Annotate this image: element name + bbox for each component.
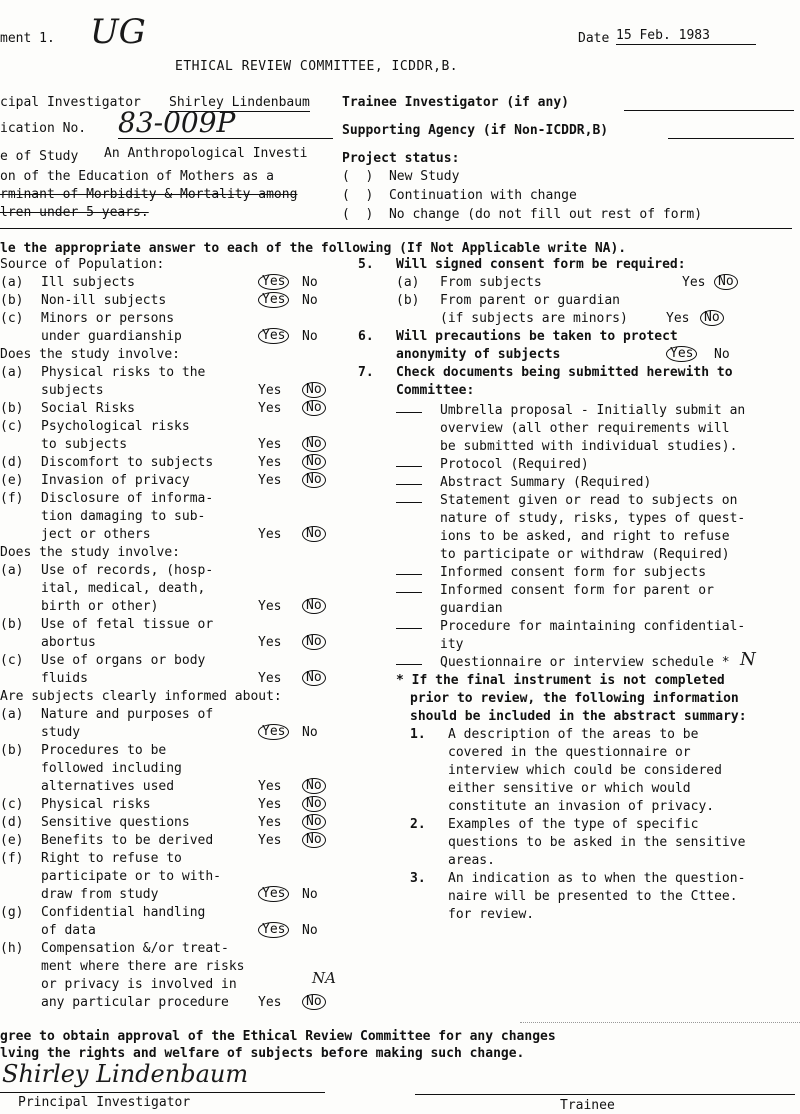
agreement-line-2: lving the rights and welfare of subjects before making such change. [0, 1046, 525, 1061]
document-line: ity [440, 637, 464, 652]
no-option[interactable]: No [302, 994, 326, 1010]
item-letter: (d) [0, 815, 24, 830]
attachment-label: ment 1. [0, 31, 55, 46]
no-option[interactable]: No [302, 887, 318, 902]
item-text: fluids [41, 671, 88, 686]
no-option[interactable]: No [302, 796, 326, 812]
item-text: Use of organs or body [41, 653, 206, 668]
status-no-change[interactable]: ( ) No change (do not fill out rest of form) [342, 207, 703, 222]
no-option[interactable]: No [302, 725, 318, 740]
yes-option[interactable]: Yes [258, 995, 282, 1010]
yes-option[interactable]: Yes [258, 527, 282, 542]
yes-option[interactable]: Yes [258, 599, 282, 614]
yes-option[interactable]: Yes [682, 275, 706, 290]
no-option[interactable]: No [302, 778, 326, 794]
document-checkbox[interactable] [396, 582, 422, 593]
yes-option[interactable]: Yes [258, 724, 289, 740]
yes-option[interactable]: Yes [258, 455, 282, 470]
item-letter: (c) [0, 419, 24, 434]
instruction-text: le the appropriate answer to each of the following (If Not Applicable write NA). [0, 241, 627, 256]
yes-option[interactable]: Yes [258, 671, 282, 686]
question-title: Does the study involve: [0, 347, 181, 362]
item-text: any particular procedure [41, 995, 229, 1010]
yes-option[interactable]: Yes [258, 779, 282, 794]
item-letter: (f) [0, 491, 24, 506]
footnote-item-line: covered in the questionnaire or [448, 745, 691, 760]
item-text: Procedures to be [41, 743, 167, 758]
document-checkbox[interactable] [396, 474, 422, 485]
item-text: alternatives used [41, 779, 175, 794]
footnote-item-line: A description of the areas to be [448, 727, 699, 742]
item-letter: (a) [0, 275, 24, 290]
document-line: to participate or withdraw (Required) [440, 547, 730, 562]
item-letter: (h) [0, 941, 24, 956]
footnote-item-line: naire will be presented to the Cttee. [448, 889, 738, 904]
item-text: abortus [41, 635, 96, 650]
yes-option[interactable]: Yes [258, 473, 282, 488]
item-text: of data [41, 923, 96, 938]
item-letter: (a) [0, 365, 24, 380]
footnote-item-line: for review. [448, 907, 535, 922]
item-letter: (c) [0, 311, 24, 326]
document-line: Abstract Summary (Required) [440, 475, 652, 490]
item-text: subjects [41, 383, 104, 398]
na-note: NA [312, 969, 336, 987]
project-status-label: Project status: [342, 151, 460, 166]
item-letter: (b) [0, 401, 24, 416]
item-text: Social Risks [41, 401, 135, 416]
document-line: nature of study, risks, types of quest- [440, 511, 746, 526]
no-option[interactable]: No [700, 310, 724, 326]
no-option[interactable]: No [714, 274, 738, 290]
footnote-item-line: constitute an invasion of privacy. [448, 799, 715, 814]
document-mark: N [740, 649, 756, 670]
no-option[interactable]: No [302, 436, 326, 452]
yes-option[interactable]: Yes [258, 437, 282, 452]
item-text: participate or to with- [41, 869, 222, 884]
item-text: Sensitive questions [41, 815, 190, 830]
pi-signature: Shirley Lindenbaum [2, 1060, 249, 1088]
document-line: guardian [440, 601, 503, 616]
item-letter: (g) [0, 905, 24, 920]
item-text: Physical risks to the [41, 365, 206, 380]
item-letter: (c) [0, 653, 24, 668]
document-line: overview (all other requirements will [440, 421, 730, 436]
pi-value: Shirley Lindenbaum [169, 95, 310, 110]
study-title-line-4: lren under 5 years. [0, 205, 149, 220]
item-text: to subjects [41, 437, 128, 452]
yes-option[interactable]: Yes [258, 274, 289, 290]
footnote-line: should be included in the abstract summary: [410, 709, 747, 724]
no-option[interactable]: No [302, 598, 326, 614]
item-text: Minors or persons [41, 311, 175, 326]
status-option-label: No change (do not fill out rest of form) [388, 207, 703, 222]
footnote-item-line: questions to be asked in the sensitive [448, 835, 746, 850]
footnote-item-number: 1. [410, 727, 426, 742]
item-text: Benefits to be derived [41, 833, 214, 848]
no-option[interactable]: No [302, 670, 326, 686]
no-option[interactable]: No [302, 814, 326, 830]
item-text: tion damaging to sub- [41, 509, 206, 524]
q7-number: 7. [358, 365, 374, 380]
footnote-item-line: An indication as to when the question- [448, 871, 746, 886]
no-option[interactable]: No [302, 382, 326, 398]
question-title: Does the study involve: [0, 545, 181, 560]
no-option[interactable]: No [302, 275, 318, 290]
committee-title: ETHICAL REVIEW COMMITTEE, ICDDR,B. [175, 59, 459, 74]
footnote-item-line: Examples of the type of specific [448, 817, 699, 832]
study-title-line-2: on of the Education of Mothers as a [0, 169, 274, 184]
no-option[interactable]: No [302, 526, 326, 542]
footnote-line: prior to review, the following information [410, 691, 739, 706]
study-title-label: e of Study [0, 149, 79, 164]
item-letter: (d) [0, 455, 24, 470]
item-text: ject or others [41, 527, 151, 542]
agreement-line-1: gree to obtain approval of the Ethical Review Committee for any changes [0, 1029, 556, 1044]
item-text: Confidential handling [41, 905, 206, 920]
yes-option[interactable]: Yes [258, 815, 282, 830]
footnote-item-line: areas. [448, 853, 495, 868]
pi-label: cipal Investigator [0, 95, 141, 110]
item-text: Right to refuse to [41, 851, 182, 866]
document-line: Informed consent form for parent or [440, 583, 714, 598]
yes-option[interactable]: Yes [258, 922, 289, 938]
yes-option[interactable]: Yes [666, 311, 690, 326]
item-text: From subjects [440, 275, 542, 290]
trainee-label: Trainee Investigator (if any) [342, 95, 569, 110]
yes-option[interactable]: Yes [258, 635, 282, 650]
item-text: Disclosure of informa- [41, 491, 214, 506]
status-option-label: New Study [388, 169, 460, 184]
item-letter: (b) [0, 743, 24, 758]
trainee-signature-caption: Trainee [560, 1098, 615, 1113]
item-text: Non-ill subjects [41, 293, 167, 308]
document-checkbox[interactable] [396, 456, 422, 467]
item-letter: (e) [0, 473, 24, 488]
application-label: ication No. [0, 121, 87, 136]
no-option[interactable]: No [302, 293, 318, 308]
status-continuation[interactable]: ( ) Continuation with change [342, 188, 577, 203]
item-letter: (e) [0, 833, 24, 848]
item-text: Psychological risks [41, 419, 190, 434]
item-text: anonymity of subjects [396, 347, 561, 362]
study-title-line-3: rminant of Morbidity & Mortality among [0, 187, 298, 202]
yes-option[interactable]: Yes [258, 328, 289, 344]
item-text: Use of records, (hosp- [41, 563, 214, 578]
no-option[interactable]: No [302, 832, 326, 848]
q5-number: 5. [358, 257, 374, 272]
item-letter: (c) [0, 797, 24, 812]
no-option[interactable]: No [302, 329, 318, 344]
attachment-number: UG [90, 12, 146, 52]
question-title: Are subjects clearly informed about: [0, 689, 282, 704]
item-text: (if subjects are minors) [440, 311, 628, 326]
item-letter: (a) [396, 275, 420, 290]
item-text: Ill subjects [41, 275, 135, 290]
footnote-line: * If the final instrument is not completed [396, 673, 725, 688]
document-checkbox[interactable] [396, 564, 422, 575]
footnote-item-line: either sensitive or which would [448, 781, 691, 796]
agency-label: Supporting Agency (if Non-ICDDR,B) [342, 123, 609, 138]
footnote-item-number: 2. [410, 817, 426, 832]
application-number: 83-009P [118, 108, 333, 139]
left-column [0, 256, 345, 1016]
right-column [358, 256, 800, 956]
document-checkbox[interactable] [396, 492, 422, 503]
item-letter: (b) [0, 617, 24, 632]
item-letter: (b) [0, 293, 24, 308]
q6-number: 6. [358, 329, 374, 344]
yes-option[interactable]: Yes [258, 401, 282, 416]
document-line: Informed consent form for subjects [440, 565, 707, 580]
no-option[interactable]: No [302, 923, 318, 938]
document-line: Statement given or read to subjects on [440, 493, 738, 508]
item-text: ital, medical, death, [41, 581, 206, 596]
item-letter: (a) [0, 707, 24, 722]
item-text: Invasion of privacy [41, 473, 190, 488]
footnote-item-number: 3. [410, 871, 426, 886]
q7-line-1: Check documents being submitted herewith to [396, 365, 733, 380]
item-text: birth or other) [41, 599, 159, 614]
item-text: under guardianship [41, 329, 182, 344]
no-option[interactable]: No [302, 634, 326, 650]
yes-option[interactable]: Yes [258, 292, 289, 308]
item-text: Nature and purposes of [41, 707, 214, 722]
document-checkbox[interactable] [396, 618, 422, 629]
item-text: From parent or guardian [440, 293, 621, 308]
item-text: Discomfort to subjects [41, 455, 214, 470]
item-text: Compensation &/or treat- [41, 941, 229, 956]
status-new-study[interactable]: ( ) New Study [342, 169, 460, 184]
document-line: Protocol (Required) [440, 457, 589, 472]
item-text: ment where there are risks [41, 959, 245, 974]
item-text: study [41, 725, 81, 740]
no-option[interactable]: No [714, 347, 730, 362]
q5-title: Will signed consent form be required: [396, 257, 686, 272]
document-line: Umbrella proposal - Initially submit an [440, 403, 746, 418]
yes-option[interactable]: Yes [258, 383, 282, 398]
pi-signature-caption: Principal Investigator [18, 1095, 191, 1110]
document-checkbox[interactable] [396, 402, 422, 413]
item-text: or privacy is involved in [41, 977, 237, 992]
footnote-item-line: interview which could be considered [448, 763, 722, 778]
item-letter: (a) [0, 563, 24, 578]
yes-option[interactable]: Yes [666, 346, 697, 362]
divider [520, 1022, 800, 1023]
yes-option[interactable]: Yes [258, 833, 282, 848]
document-line: ions to be asked, and right to refuse [440, 529, 730, 544]
item-letter: (b) [396, 293, 420, 308]
no-option[interactable]: No [302, 454, 326, 470]
yes-option[interactable]: Yes [258, 797, 282, 812]
item-text: followed including [41, 761, 182, 776]
q6-line-1: Will precautions be taken to protect [396, 329, 678, 344]
document-line: be submitted with individual studies). [440, 439, 738, 454]
document-line: Questionnaire or interview schedule * [440, 655, 730, 670]
yes-option[interactable]: Yes [258, 886, 289, 902]
question-title: Source of Population: [0, 257, 165, 272]
document-checkbox[interactable] [396, 654, 422, 665]
q7-line-2: Committee: [396, 383, 475, 398]
document-line: Procedure for maintaining confidential- [440, 619, 746, 634]
date-label: Date [578, 31, 610, 46]
item-text: Use of fetal tissue or [41, 617, 214, 632]
no-option[interactable]: No [302, 400, 326, 416]
date-value: 15 Feb. 1983 [616, 27, 756, 45]
item-letter: (f) [0, 851, 24, 866]
item-text: Physical risks [41, 797, 151, 812]
status-option-label: Continuation with change [388, 188, 577, 203]
no-option[interactable]: No [302, 472, 326, 488]
study-title-line-1: An Anthropological Investi [104, 146, 308, 161]
item-text: draw from study [41, 887, 159, 902]
